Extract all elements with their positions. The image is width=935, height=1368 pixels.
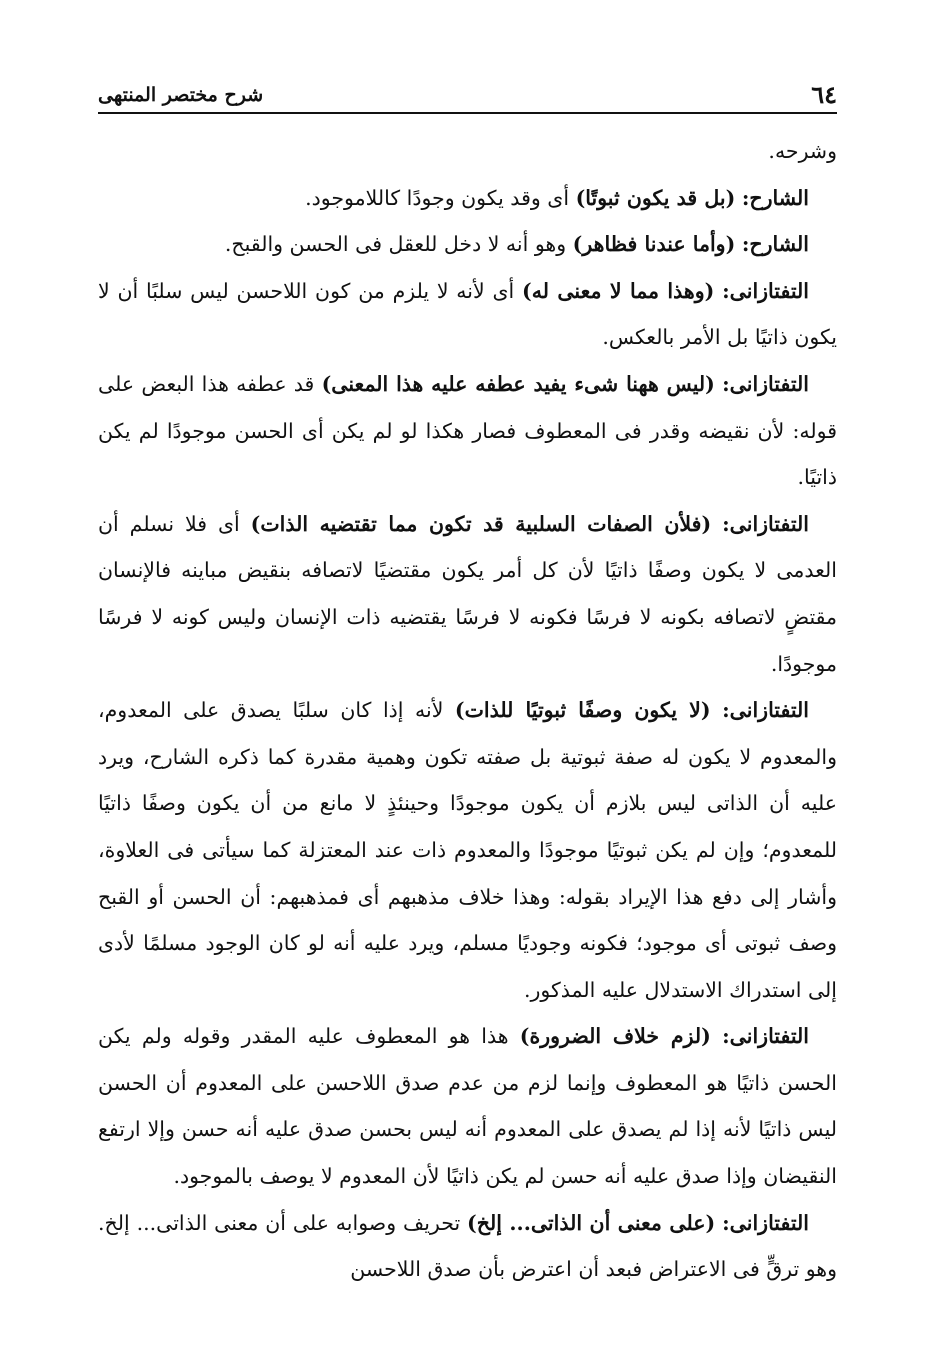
paragraph	[98, 1013, 837, 1199]
speaker-label: الشارح:	[741, 232, 809, 257]
page-number: ٦٤	[811, 80, 837, 109]
paragraph-text: أى فلا نسلم أن العدمى لا يكون وصفًا ذاتيًا لأن كل أمر يكون مقتضيًا لاتصافه بنقيض مباينه فالإنسان مقتضٍ لاتصافه بكونه لا فرسًا فكونه لا فرسًا يقتضيه ذات الإنسان وليس كونه لا فرسًا موجودًا.	[98, 511, 837, 676]
paragraph	[98, 501, 837, 687]
paragraph-text: وشرحه.	[768, 139, 837, 163]
paragraph	[98, 1200, 837, 1293]
paragraph	[98, 175, 837, 222]
running-title: شرح مختصر المنتهى	[98, 84, 264, 106]
page-header	[98, 78, 837, 112]
lemma-quote: (بل قد يكون ثبوتًا)	[575, 185, 736, 210]
speaker-label: التفتازانى:	[722, 278, 809, 303]
speaker-label: الشارح:	[741, 185, 809, 210]
lemma-quote: (على معنى أن الذاتى... إلخ)	[467, 1210, 716, 1235]
lemma-quote: (لا يكون وصفًا ثبوتيًا للذات)	[454, 698, 711, 723]
speaker-label: التفتازانى:	[722, 698, 809, 723]
paragraph-text: هذا هو المعطوف عليه المقدر وقوله ولم يكن الحسن ذاتيًا هو المعطوف وإنما لزم من عدم صدق اللاحسن على المعدوم أن الحسن ليس ذاتيًا لأنه إذا لم يصدق على المعدوم أنه ليس بحسن صدق عليه أنه حسن وإلا ارتفع النقيضان وإذا صدق عليه أنه حسن لم يكن ذاتيًا لأن المعدوم لا يوصف بالموجود.	[98, 1024, 837, 1189]
page-body	[98, 128, 837, 1293]
paragraph	[98, 128, 837, 175]
paragraph-text: وهو أنه لا دخل للعقل فى الحسن والقبح.	[224, 232, 567, 257]
speaker-label: التفتازانى:	[722, 371, 809, 396]
paragraph-text: قد عطفه هذا البعض على قوله: لأن نقيضه وقدر فى المعطوف فصار هكذا لو لم يكن أى الحسن موجودًا لم يكن ذاتيًا.	[98, 371, 837, 490]
paragraph	[98, 361, 837, 501]
paragraph	[98, 687, 837, 1013]
paragraph-text: تحريف وصوابه على أن معنى الذاتى... إلخ. وهو ترقٍّ فى الاعتراض فبعد أن اعترض بأن صدق اللاحسن	[98, 1210, 837, 1282]
speaker-label: التفتازانى:	[722, 511, 809, 536]
paragraph-text: لأنه إذا كان سلبًا يصدق على المعدوم، والمعدوم لا يكون له صفة ثبوتية بل صفته تكون وهمية مقدرة كما ذكره الشارح، ويرد عليه أن الذاتى ليس بلازم أن يكون موجودًا وحينئذٍ لا مانع من أن يكون وصفًا ذاتيًا للمعدوم؛ وإن لم يكن ثبوتيًا موجودًا والمعدوم ذات عند المعتزلة كما سيأتى فى العلاوة، وأشار إلى دفع هذا الإيراد بقوله: وهذا خلاف مذهبهم أى فمذهبهم: أن الحسن أو القبح وصف ثبوتى أى موجود؛ فكونه وجوديًا مسلم، ويرد عليه أنه لو كان الوجود مسلمًا لأدى إلى استدراك الاستدلال عليه المذكور.	[98, 698, 837, 1002]
lemma-quote: (لزم خلاف الضرورة)	[519, 1024, 711, 1049]
speaker-label: التفتازانى:	[722, 1024, 809, 1049]
paragraph	[98, 268, 837, 361]
speaker-label: التفتازانى:	[722, 1210, 809, 1235]
header-rule	[98, 112, 837, 114]
paragraph-text: أى لأنه لا يلزم من كون اللاحسن ليس سلبًا أن لا يكون ذاتيًا بل الأمر بالعكس.	[98, 278, 837, 350]
lemma-quote: (فلأن الصفات السلبية قد تكون مما تقتضيه الذات)	[250, 511, 712, 536]
paragraph	[98, 221, 837, 268]
lemma-quote: (وأما عندنا فظاهر)	[572, 232, 736, 257]
paragraph-text: أى وقد يكون وجودًا كاللاموجود.	[305, 185, 570, 210]
lemma-quote: (ليس ههنا شىء يفيد عطفه عليه هذا المعنى)	[321, 371, 715, 396]
lemma-quote: (وهذا مما لا معنى له)	[522, 278, 715, 303]
